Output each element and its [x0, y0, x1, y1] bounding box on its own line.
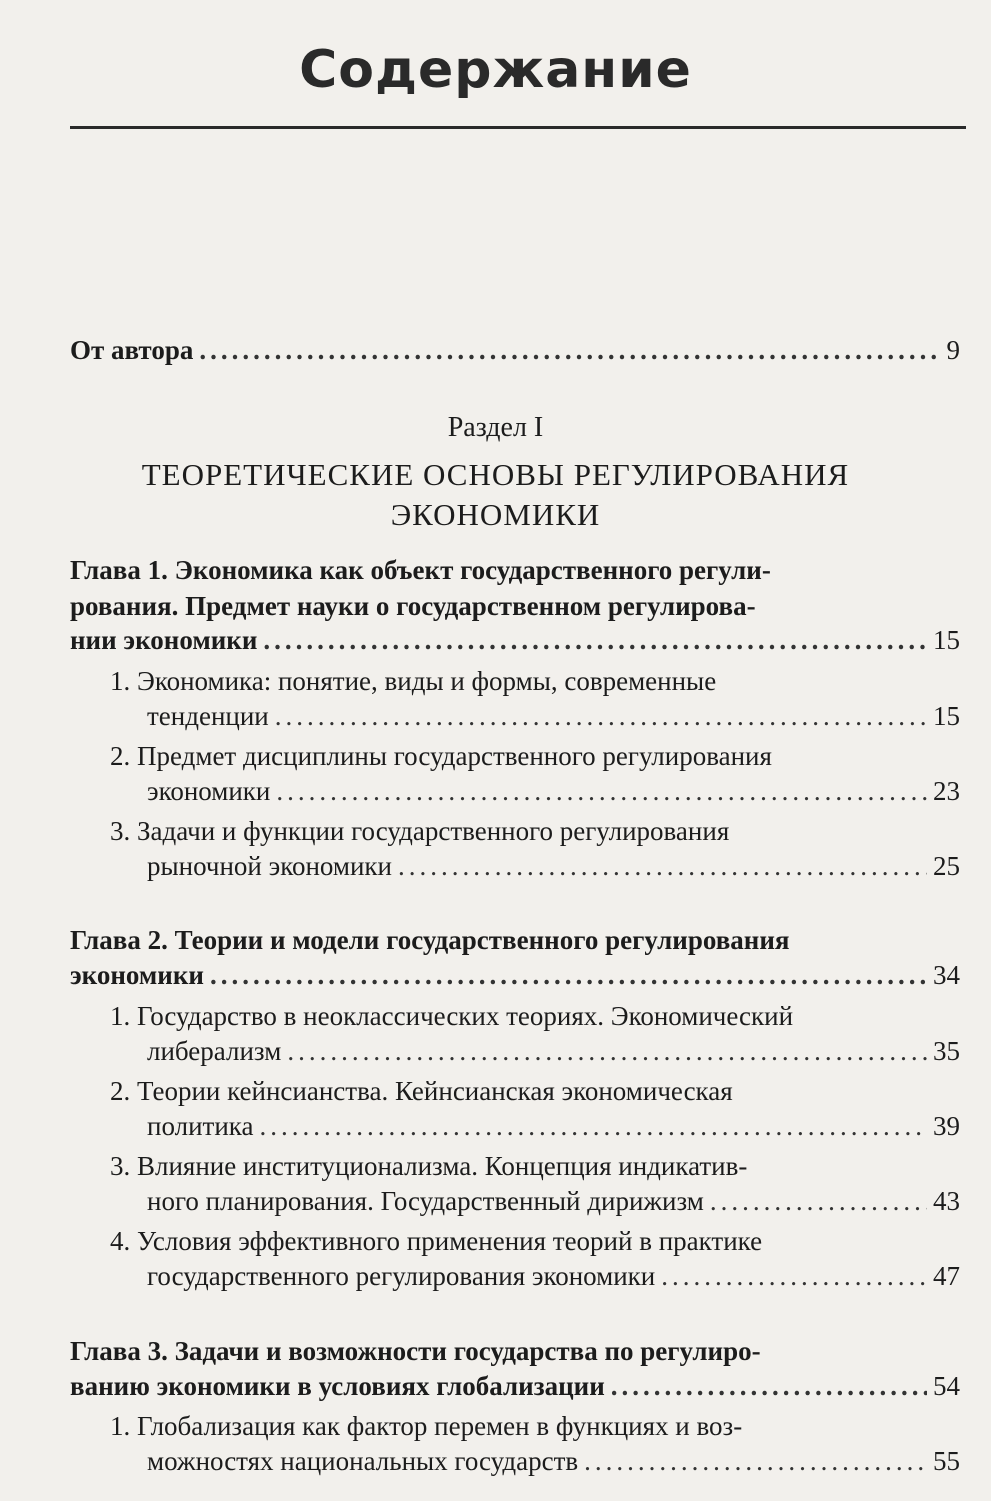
- toc-item-1-1-line2: тенденции: [147, 701, 269, 731]
- title-divider: [70, 126, 966, 129]
- page-title: Содержание: [299, 40, 692, 100]
- leader-dots: [210, 957, 927, 993]
- chapter-1-title-line3: нии экономики: [70, 625, 258, 655]
- toc-entry-1-3[interactable]: [147, 848, 960, 884]
- toc-item-1-2-line2: экономики: [147, 776, 271, 806]
- chapter-1-title-line1[interactable]: Глава 1. Экономика как объект государственного регули-: [70, 555, 771, 585]
- toc-page-number: 9: [946, 335, 960, 365]
- toc-page-number: 55: [933, 1446, 960, 1476]
- toc-entry-chapter-2[interactable]: [70, 957, 960, 993]
- toc-entry-chapter-1[interactable]: [70, 622, 960, 658]
- toc-page-number: 15: [933, 701, 960, 731]
- toc-item-1-3-line1[interactable]: 3. Задачи и функции государственного регулирования: [110, 816, 730, 846]
- leader-dots: [199, 332, 940, 368]
- toc-item-1-3-line2: рыночной экономики: [147, 851, 392, 881]
- leader-dots: [710, 1183, 927, 1219]
- toc-entry-3-1[interactable]: [147, 1443, 960, 1479]
- leader-dots: [259, 1108, 927, 1144]
- section-title-line2: ЭКОНОМИКИ: [390, 497, 601, 532]
- leader-dots: [275, 698, 927, 734]
- toc-entry-2-1[interactable]: [147, 1033, 960, 1069]
- toc-item-2-1-line1[interactable]: 1. Государство в неоклассических теориях. Экономический: [110, 1001, 794, 1031]
- toc-item-2-2-line1[interactable]: 2. Теории кейнсианства. Кейнсианская экономическая: [110, 1076, 733, 1106]
- toc-item-2-3-line2: ного планирования. Государственный дирижизм: [147, 1186, 704, 1216]
- toc-entry-author-note[interactable]: [70, 332, 960, 368]
- toc-item-1-1-line1[interactable]: 1. Экономика: понятие, виды и формы, современные: [110, 666, 717, 696]
- toc-item-2-4-line1[interactable]: 4. Условия эффективного применения теорий в практике: [110, 1226, 763, 1256]
- leader-dots: [398, 848, 927, 884]
- toc-item-3-1-line1[interactable]: 1. Глобализация как фактор перемен в функциях и воз-: [110, 1411, 743, 1441]
- section-label: Раздел I: [447, 412, 544, 443]
- toc-page-number: 39: [933, 1111, 960, 1141]
- toc-entry-1-2[interactable]: [147, 773, 960, 809]
- toc-page-number: 43: [933, 1186, 960, 1216]
- toc-page-number: 35: [933, 1036, 960, 1066]
- chapter-2-title-line1[interactable]: Глава 2. Теории и модели государственного регулирования: [70, 925, 790, 955]
- chapter-2-title-line2: экономики: [70, 960, 204, 990]
- toc-item-2-2-line2: политика: [147, 1111, 254, 1141]
- toc-entry-1-1[interactable]: [147, 698, 960, 734]
- chapter-1-title-line2[interactable]: рования. Предмет науки о государственном регулирова-: [70, 591, 756, 621]
- toc-page-number: 47: [933, 1261, 960, 1291]
- toc-page-number: 54: [933, 1371, 960, 1401]
- section-title-line1: ТЕОРЕТИЧЕСКИЕ ОСНОВЫ РЕГУЛИРОВАНИЯ: [141, 457, 850, 492]
- leader-dots: [584, 1443, 927, 1479]
- toc-item-1-2-line1[interactable]: 2. Предмет дисциплины государственного регулирования: [110, 741, 772, 771]
- toc-item-2-4-line2: государственного регулирования экономики: [147, 1261, 656, 1291]
- toc-page-number: 34: [933, 960, 960, 990]
- leader-dots: [287, 1033, 927, 1069]
- toc-item-3-1-line2: можностях национальных государств: [147, 1446, 579, 1476]
- toc-page-number: 15: [933, 625, 960, 655]
- toc-entry-2-2[interactable]: [147, 1108, 960, 1144]
- leader-dots: [263, 622, 927, 658]
- toc-entry-chapter-3[interactable]: [70, 1368, 960, 1404]
- toc-page-number: 23: [933, 776, 960, 806]
- toc-entry-2-4[interactable]: [147, 1258, 960, 1294]
- chapter-3-title-line2: ванию экономики в условиях глобализации: [70, 1371, 605, 1401]
- chapter-3-title-line1[interactable]: Глава 3. Задачи и возможности государства по регулиро-: [70, 1336, 761, 1366]
- leader-dots: [276, 773, 927, 809]
- toc-entry-label: От автора: [70, 335, 194, 365]
- toc-page-number: 25: [933, 851, 960, 881]
- toc-entry-2-3[interactable]: [147, 1183, 960, 1219]
- toc-item-2-1-line2: либерализм: [147, 1036, 282, 1066]
- leader-dots: [611, 1368, 927, 1404]
- leader-dots: [661, 1258, 927, 1294]
- toc-item-2-3-line1[interactable]: 3. Влияние институционализма. Концепция индикатив-: [110, 1151, 748, 1181]
